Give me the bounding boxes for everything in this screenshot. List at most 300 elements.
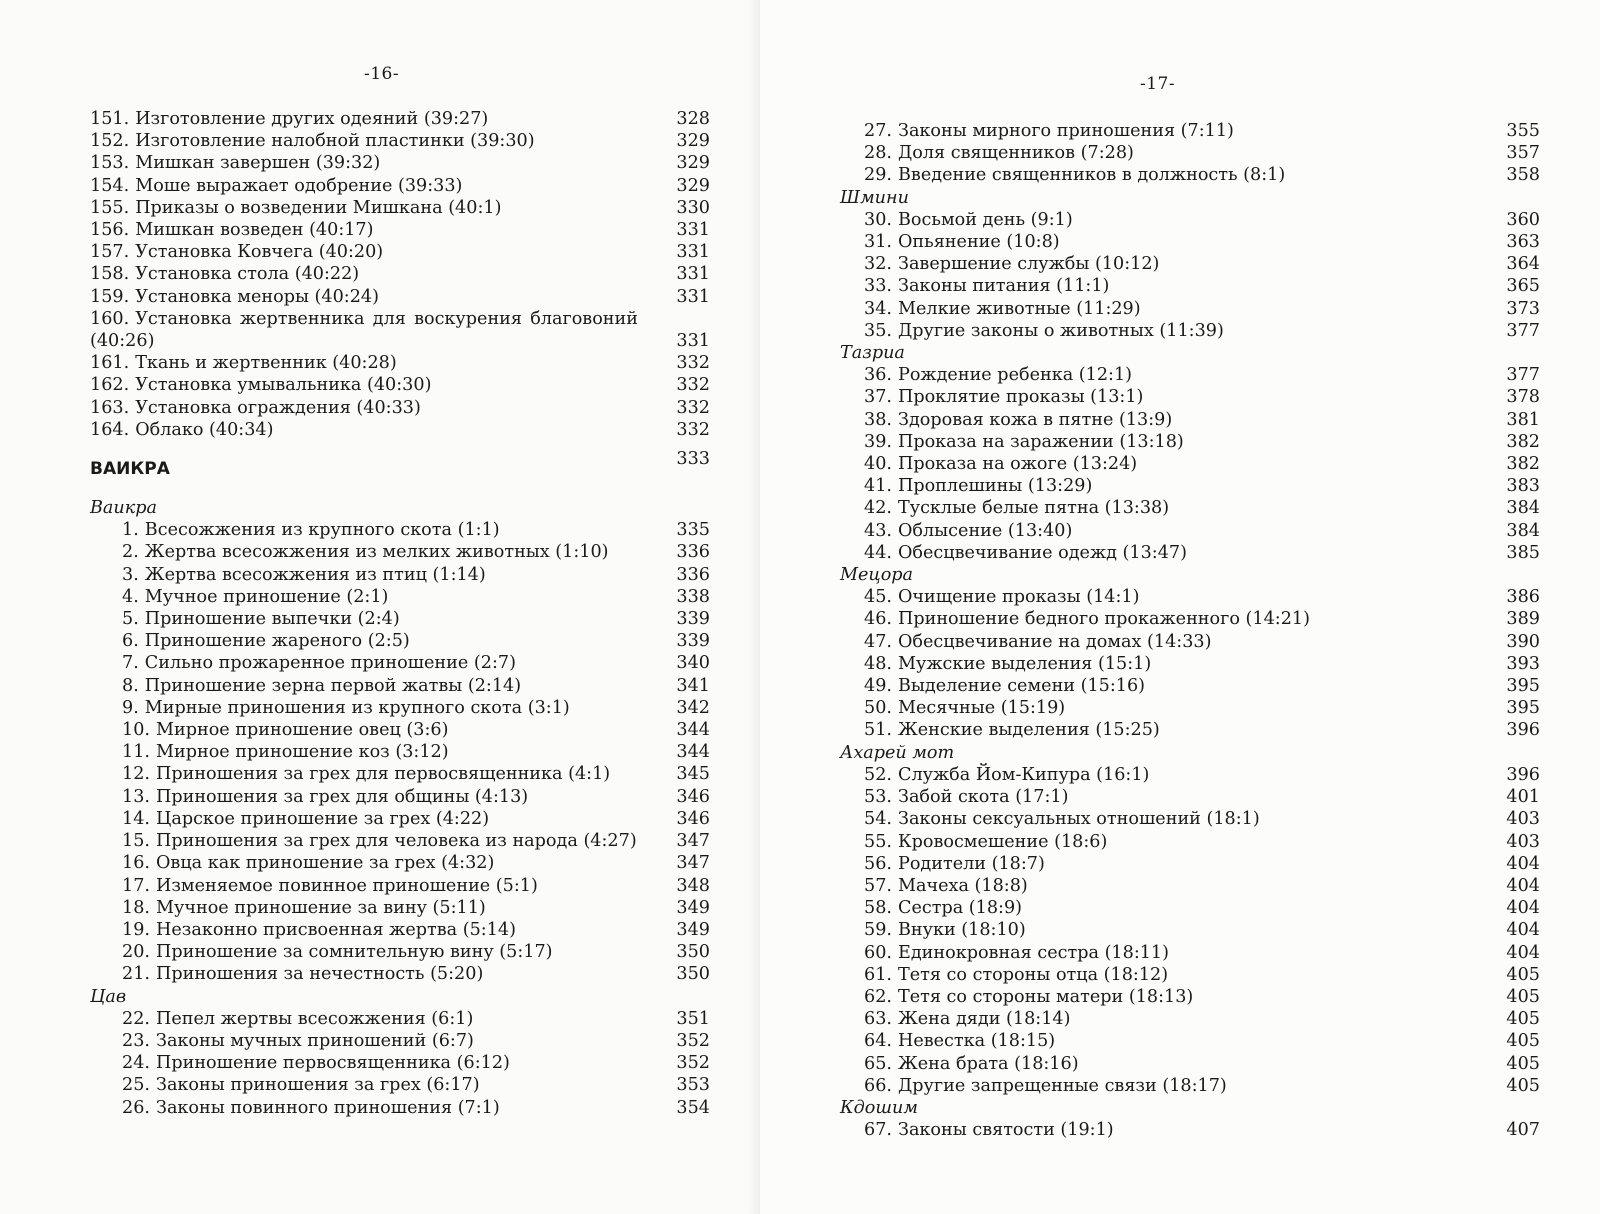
toc-entry-page: 404 [1506, 875, 1540, 896]
toc-entry-text [864, 209, 1073, 231]
toc-entry [864, 608, 1540, 630]
toc-entry-text [864, 1075, 1227, 1097]
toc-entry [864, 719, 1540, 741]
toc-entry-text [122, 963, 483, 985]
toc-entry-text [90, 175, 462, 197]
toc-entry-number: 30. [864, 209, 892, 230]
toc-entry [122, 1052, 710, 1074]
toc-entry-page: 349 [676, 897, 710, 918]
toc-entry-page: 338 [676, 586, 710, 607]
toc-entry-page: 405 [1506, 986, 1540, 1007]
toc-entry-title: Жертва всесожжения из мелких животных (1:10) [144, 542, 609, 563]
toc-entry-page: 339 [676, 609, 710, 630]
toc-entry [90, 152, 710, 174]
toc-entry [122, 1097, 710, 1119]
toc-entry-text [90, 197, 501, 219]
toc-entry-text [864, 520, 1072, 542]
toc-entry-text [122, 541, 609, 563]
toc-entry-number: 61. [864, 964, 892, 985]
toc-entry [122, 1074, 710, 1096]
toc-entry-title: Женские выделения (15:25) [897, 720, 1160, 741]
toc-entry-title: Введение священников в должность (8:1) [897, 165, 1286, 186]
toc-entry-number: 33. [864, 276, 892, 297]
toc-entry-number: 11. [122, 742, 150, 763]
toc-entry-page: 332 [676, 397, 710, 418]
toc-entry-page: 350 [676, 964, 710, 985]
toc-entry [122, 697, 710, 719]
toc-entry-number: 161. [90, 353, 130, 374]
toc-entry-text [864, 986, 1193, 1008]
toc-entry [122, 741, 710, 763]
toc-entry-title: Мужские выделения (15:1) [897, 653, 1152, 674]
toc-entry-page: 360 [1506, 209, 1540, 230]
toc-entry-page: 378 [1506, 387, 1540, 408]
toc-entry-page: 341 [676, 675, 710, 696]
toc-entry-page: 332 [676, 419, 710, 440]
toc-group [840, 209, 1540, 342]
toc-entry-text [864, 497, 1169, 519]
toc-entry-number: 25. [122, 1075, 150, 1096]
toc-entry-number: 55. [864, 831, 892, 852]
toc-entry-number: 151. [90, 109, 130, 129]
toc-entry-title: Месячные (15:19) [897, 698, 1066, 719]
toc-entry-title: Выделение семени (15:16) [897, 676, 1146, 697]
toc-entry-text [122, 875, 538, 897]
toc-entry-page: 403 [1506, 831, 1540, 852]
toc-entry-number: 159. [90, 286, 130, 307]
toc-entry-title: Законы повинного приношения (7:1) [155, 1097, 500, 1118]
toc-entry-page: 349 [676, 919, 710, 940]
toc-entry-number: 23. [122, 1030, 150, 1051]
toc-entry [122, 1008, 710, 1030]
toc-entry-text [122, 830, 637, 852]
toc-entry-number: 53. [864, 787, 892, 808]
toc-group [840, 120, 1540, 187]
toc-entry-number: 49. [864, 676, 892, 697]
toc-entry [864, 231, 1540, 253]
toc-entry-page: 365 [1506, 276, 1540, 297]
toc-entry-text [864, 586, 1140, 608]
toc-entry-number: 40. [864, 454, 892, 475]
toc-entry-title: Мишкан завершен (39:32) [135, 153, 381, 174]
toc-entry [90, 197, 710, 219]
toc-entry-number: 157. [90, 242, 130, 263]
toc-entry-number: 44. [864, 542, 892, 563]
toc-entry [122, 564, 710, 586]
toc-entry-page: 348 [676, 875, 710, 896]
toc-entry-page: 381 [1506, 409, 1540, 430]
toc-entry-number: 156. [90, 220, 130, 241]
toc-entry-text [864, 1030, 1055, 1052]
toc-entry-number: 154. [90, 175, 130, 196]
toc-entry-number: 50. [864, 698, 892, 719]
toc-entry-title: Мирное приношение коз (3:12) [155, 742, 449, 763]
toc-group [90, 108, 710, 441]
toc-entry-text [864, 453, 1137, 475]
toc-entry-title: Тусклые белые пятна (13:38) [897, 498, 1170, 519]
book-heading-title: ВАИКРА [90, 459, 170, 480]
toc-entry-page: 350 [676, 942, 710, 963]
toc-entry-title: Царское приношение за грех (4:22) [155, 808, 490, 829]
toc-group [840, 586, 1540, 741]
toc-entry-page: 405 [1506, 1009, 1540, 1030]
toc-entry-text [90, 397, 421, 419]
toc-entry-page: 357 [1506, 143, 1540, 164]
toc-entry-title: Восьмой день (9:1) [897, 209, 1073, 230]
toc-entry-text [122, 608, 400, 630]
toc-entry-title: Мирные приношения из крупного скота (3:1) [144, 697, 570, 718]
toc-entry-text [864, 298, 1141, 320]
toc-entry-title: Приношение жареного (2:5) [144, 631, 410, 652]
toc-entry-page: 331 [676, 242, 710, 263]
toc-entry [90, 175, 710, 197]
toc-entry [122, 541, 710, 563]
toc-entry-title: Приношения за грех для общины (4:13) [155, 786, 529, 807]
toc-entry [864, 209, 1540, 231]
toc-entry-title: Законы мирного приношения (7:11) [897, 121, 1234, 141]
toc-entry-page: 330 [676, 197, 710, 218]
toc-entry [864, 1053, 1540, 1075]
toc-entry [122, 875, 710, 897]
toc-entry-text [864, 608, 1310, 630]
toc-entry-number: 60. [864, 942, 892, 963]
page-number: -16- [364, 64, 400, 84]
toc-entry-number: 8. [122, 675, 139, 696]
toc-entry-page: 358 [1506, 165, 1540, 186]
toc-entry [864, 298, 1540, 320]
toc-entry-number: 3. [122, 564, 139, 585]
toc-entry-title: Очищение проказы (14:1) [897, 587, 1140, 608]
toc-entry-number: 7. [122, 653, 139, 674]
section-heading: Кдошим [840, 1097, 918, 1118]
toc-entry-title: Законы святости (19:1) [897, 1120, 1114, 1141]
toc-entry-title: Изготовление других одеяний (39:27) [135, 109, 489, 129]
toc-entry-title: Приношение первосвященника (6:12) [155, 1053, 510, 1074]
toc-entry-number: 16. [122, 853, 150, 874]
toc-entry-title: Тетя со стороны отца (18:12) [897, 964, 1169, 985]
toc-entry-page: 336 [676, 564, 710, 585]
toc-entry-number: 158. [90, 264, 130, 285]
toc-entry-number: 66. [864, 1075, 892, 1096]
toc-entry [122, 719, 710, 741]
toc-entry-text [864, 897, 1022, 919]
toc-entry-title: Кровосмешение (18:6) [897, 831, 1108, 852]
toc-entry-text [864, 320, 1224, 342]
toc-entry [90, 374, 710, 396]
toc-entry-page: 345 [676, 764, 710, 785]
toc-entry-number: 12. [122, 764, 150, 785]
toc-entry-page: 382 [1506, 454, 1540, 475]
toc-entry [864, 497, 1540, 519]
toc-entry [122, 963, 710, 985]
toc-entry-text [122, 763, 610, 785]
toc-entry-page: 331 [676, 264, 710, 285]
toc-entry-title: Установка жертвенника для воскурения благовоний (40:26) [90, 308, 638, 352]
toc-entry-title: Мишкан возведен (40:17) [135, 220, 374, 241]
toc-entry-title: Пепел жертвы всесожжения (6:1) [155, 1008, 474, 1029]
toc-entry-text [122, 897, 486, 919]
toc-entry [864, 808, 1540, 830]
toc-entry [122, 586, 710, 608]
table-of-contents [840, 120, 1540, 1141]
toc-entry-number: 26. [122, 1097, 150, 1118]
toc-entry-number: 20. [122, 942, 150, 963]
toc-entry-text [122, 630, 410, 652]
toc-entry [864, 986, 1540, 1008]
toc-entry-title: Обесцвечивание одежд (13:47) [897, 542, 1187, 563]
toc-entry [90, 263, 710, 285]
page-number: -17- [1140, 74, 1176, 94]
toc-entry-number: 21. [122, 964, 150, 985]
toc-entry-page: 363 [1506, 232, 1540, 253]
toc-entry-number: 2. [122, 542, 139, 563]
toc-entry-text [864, 1119, 1114, 1141]
toc-entry-number: 155. [90, 197, 130, 218]
toc-entry-page: 401 [1506, 787, 1540, 808]
toc-entry-title: Всесожжения из крупного скота (1:1) [144, 520, 500, 541]
toc-entry-number: 153. [90, 153, 130, 174]
toc-entry-text [122, 852, 494, 874]
toc-entry-title: Облысение (13:40) [897, 520, 1073, 541]
toc-entry-page: 352 [676, 1053, 710, 1074]
toc-entry-number: 51. [864, 720, 892, 741]
toc-entry-title: Приношения за грех для первосвященника (4:1) [155, 764, 611, 785]
toc-entry [864, 475, 1540, 497]
toc-entry [90, 286, 710, 308]
toc-entry-title: Мучное приношение (2:1) [144, 586, 389, 607]
toc-entry [864, 364, 1540, 386]
toc-entry-title: Сестра (18:9) [897, 898, 1023, 919]
toc-entry-page: 382 [1506, 431, 1540, 452]
toc-entry [122, 786, 710, 808]
toc-entry-text [864, 675, 1145, 697]
toc-entry [90, 241, 710, 263]
toc-entry-page: 329 [676, 175, 710, 196]
toc-entry-text [90, 219, 374, 241]
toc-entry-title: Родители (18:7) [897, 853, 1045, 874]
toc-entry [90, 130, 710, 152]
toc-entry-text [90, 130, 535, 152]
toc-entry-number: 42. [864, 498, 892, 519]
toc-entry [122, 652, 710, 674]
toc-entry-number: 59. [864, 920, 892, 941]
toc-entry-page: 396 [1506, 720, 1540, 741]
toc-entry-number: 34. [864, 298, 892, 319]
toc-entry-number: 39. [864, 431, 892, 452]
toc-entry [864, 764, 1540, 786]
toc-entry [122, 608, 710, 630]
toc-entry-title: Моше выражает одобрение (39:33) [135, 175, 463, 196]
toc-entry [864, 942, 1540, 964]
toc-entry-text [122, 697, 570, 719]
toc-entry-page: 385 [1506, 542, 1540, 563]
toc-entry-title: Законы приношения за грех (6:17) [155, 1075, 480, 1096]
toc-entry-text [864, 275, 1109, 297]
toc-entry-text [122, 786, 528, 808]
toc-entry-number: 62. [864, 986, 892, 1007]
toc-entry-title: Тетя со стороны матери (18:13) [897, 986, 1194, 1007]
toc-entry-title: Жена брата (18:16) [897, 1053, 1079, 1074]
toc-group [90, 519, 710, 985]
toc-entry [864, 542, 1540, 564]
toc-entry-number: 1. [122, 520, 139, 541]
toc-entry [90, 352, 710, 374]
toc-entry-title: Установка Ковчега (40:20) [135, 242, 384, 263]
toc-entry [864, 919, 1540, 941]
toc-entry-text [864, 764, 1149, 786]
toc-entry-text [864, 942, 1169, 964]
toc-entry-text [864, 831, 1107, 853]
toc-entry [864, 964, 1540, 986]
toc-entry-title: Приношения за нечестность (5:20) [155, 964, 484, 985]
toc-entry-number: 27. [864, 121, 892, 141]
toc-entry-page: 377 [1506, 365, 1540, 386]
toc-entry-text [122, 919, 516, 941]
toc-entry [864, 1008, 1540, 1030]
toc-entry-number: 22. [122, 1008, 150, 1029]
toc-entry-text [122, 564, 486, 586]
toc-entry-page: 354 [676, 1097, 710, 1118]
toc-entry-title: Приказы о возведении Мишкана (40:1) [135, 197, 502, 218]
toc-group [840, 364, 1540, 564]
toc-entry-number: 5. [122, 609, 139, 630]
toc-entry-text [864, 431, 1184, 453]
toc-entry-title: Завершение службы (10:12) [897, 254, 1160, 275]
toc-entry-title: Опьянение (10:8) [897, 232, 1060, 253]
toc-entry-number: 162. [90, 375, 130, 396]
toc-entry-number: 37. [864, 387, 892, 408]
toc-entry-number: 48. [864, 653, 892, 674]
toc-entry [122, 763, 710, 785]
toc-entry-text [122, 719, 448, 741]
toc-entry-text [864, 1053, 1079, 1075]
toc-entry-text [864, 875, 1028, 897]
toc-entry [122, 941, 710, 963]
toc-entry-title: Установка умывальника (40:30) [135, 375, 432, 396]
toc-entry-number: 164. [90, 419, 130, 440]
toc-entry [864, 653, 1540, 675]
toc-group [840, 764, 1540, 1097]
toc-entry-page: 404 [1506, 898, 1540, 919]
toc-entry-number: 54. [864, 809, 892, 830]
toc-entry [122, 919, 710, 941]
toc-entry-text [864, 120, 1234, 142]
toc-entry-number: 28. [864, 143, 892, 164]
toc-entry [90, 108, 710, 130]
toc-entry-text [122, 1052, 510, 1074]
toc-entry-number: 64. [864, 1031, 892, 1052]
section-heading: Тазриа [840, 343, 905, 364]
toc-entry-number: 32. [864, 254, 892, 275]
toc-entry [864, 142, 1540, 164]
toc-entry-text [122, 941, 553, 963]
toc-entry-number: 58. [864, 898, 892, 919]
book-heading [90, 449, 710, 480]
toc-entry-number: 6. [122, 631, 139, 652]
toc-entry-number: 4. [122, 586, 139, 607]
toc-entry-title: Законы питания (11:1) [897, 276, 1110, 297]
toc-entry-text [864, 231, 1060, 253]
toc-entry-title: Мачеха (18:8) [897, 875, 1028, 896]
toc-entry [864, 409, 1540, 431]
toc-entry-page: 329 [676, 153, 710, 174]
toc-entry-number: 13. [122, 786, 150, 807]
toc-entry-text [90, 352, 397, 374]
toc-entry [864, 853, 1540, 875]
toc-entry-text [864, 253, 1159, 275]
toc-group [90, 1008, 710, 1119]
toc-entry-page: 347 [676, 853, 710, 874]
toc-entry-number: 65. [864, 1053, 892, 1074]
toc-entry-text [90, 419, 273, 441]
toc-entry-number: 43. [864, 520, 892, 541]
toc-entry-title: Другие запрещенные связи (18:17) [897, 1075, 1227, 1096]
toc-entry-text [864, 853, 1045, 875]
toc-entry [864, 253, 1540, 275]
toc-entry [864, 275, 1540, 297]
toc-entry [122, 808, 710, 830]
toc-entry-title: Установка меноры (40:24) [135, 286, 379, 307]
toc-entry [864, 786, 1540, 808]
toc-entry [864, 697, 1540, 719]
toc-entry-text [90, 374, 431, 396]
toc-entry-text [90, 263, 359, 285]
table-of-contents [90, 108, 710, 1119]
toc-entry [122, 852, 710, 874]
toc-entry [122, 830, 710, 852]
toc-entry-page: 346 [676, 786, 710, 807]
toc-entry-page: 384 [1506, 520, 1540, 541]
toc-entry-number: 31. [864, 232, 892, 253]
toc-entry-text [90, 241, 383, 263]
toc-entry-number: 67. [864, 1120, 892, 1141]
toc-entry-text [864, 719, 1160, 741]
toc-entry-number: 45. [864, 587, 892, 608]
toc-entry-text [864, 386, 1143, 408]
toc-entry-title: Законы мучных приношений (6:7) [155, 1030, 474, 1051]
toc-entry-number: 18. [122, 897, 150, 918]
toc-entry-text [122, 808, 489, 830]
toc-entry-page: 386 [1506, 587, 1540, 608]
toc-entry-number: 38. [864, 409, 892, 430]
toc-entry-text [864, 808, 1260, 830]
toc-entry-page: 344 [676, 720, 710, 741]
toc-entry-title: Мирное приношение овец (3:6) [155, 720, 449, 741]
toc-entry-number: 14. [122, 808, 150, 829]
toc-entry-text [122, 741, 449, 763]
toc-entry-page: 377 [1506, 320, 1540, 341]
toc-entry-title: Здоровая кожа в пятне (13:9) [897, 409, 1173, 430]
toc-entry [864, 453, 1540, 475]
toc-entry [122, 897, 710, 919]
toc-entry-page: 342 [676, 697, 710, 718]
toc-entry-title: Установка стола (40:22) [135, 264, 360, 285]
toc-entry-page: 373 [1506, 298, 1540, 319]
toc-entry-page: 332 [676, 375, 710, 396]
toc-entry-title: Проклятие проказы (13:1) [897, 387, 1144, 408]
toc-entry-text [864, 409, 1172, 431]
toc-entry-page: 405 [1506, 964, 1540, 985]
toc-entry-title: Облако (40:34) [135, 419, 274, 440]
toc-entry-number: 19. [122, 919, 150, 940]
toc-entry-title: Законы сексуальных отношений (18:1) [897, 809, 1260, 830]
toc-entry-text [122, 675, 521, 697]
toc-entry-text [864, 631, 1211, 653]
toc-entry-text [864, 964, 1168, 986]
toc-entry [864, 586, 1540, 608]
toc-entry-title: Приношения за грех для человека из народа (4:27) [155, 831, 637, 852]
toc-entry-number: 17. [122, 875, 150, 896]
